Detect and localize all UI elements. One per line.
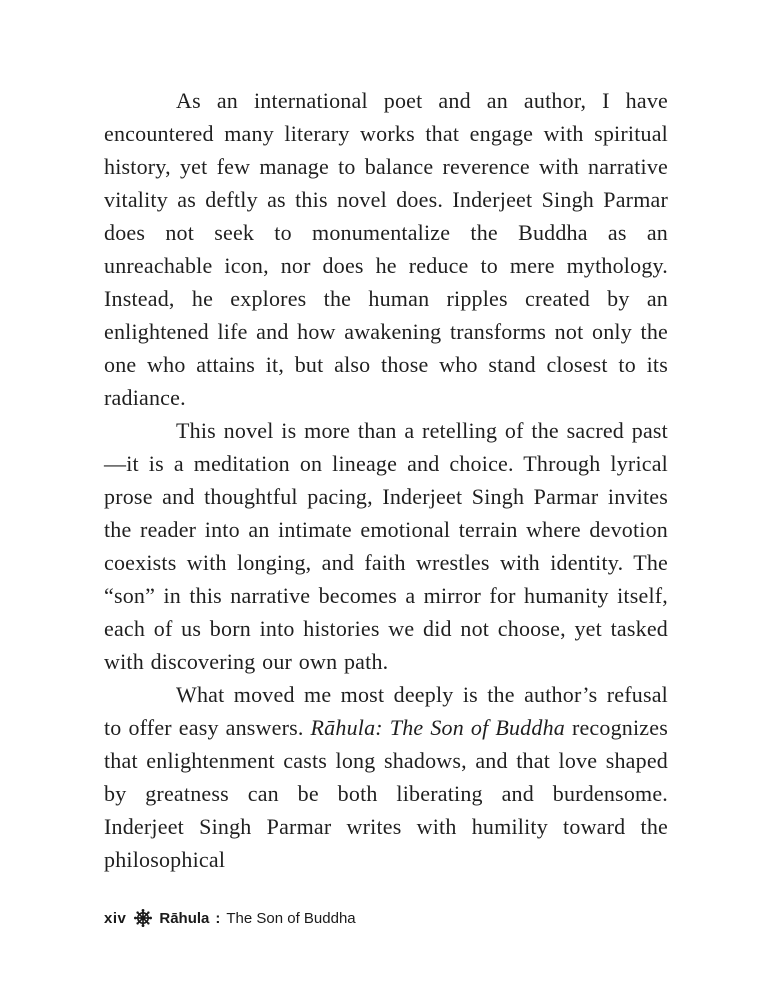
page-body bbox=[104, 84, 668, 876]
book-title-italic: Rāhula: The Son of Buddha bbox=[310, 715, 565, 740]
paragraph-text: recognizes that enlightenment casts long shadows, and that love shaped by greatness can be both liberating and burdensome. Inderjeet Singh Parmar writes with humility toward the philosophical bbox=[104, 715, 668, 872]
body-paragraph: As an international poet and an author, I have encountered many literary works that engage with spiritual history, yet few manage to balance reverence with narrative vitality as deftly as this novel does. Inderjeet Singh Parmar does not seek to monumentalize the Buddha as an unreachable icon, nor does he reduce to mere mythology. Instead, he explores the human ripples created by an enlightened life and how awakening transforms not only the one who attains it, but also those who stand closest to its radiance. bbox=[104, 88, 668, 410]
running-title: Rāhula bbox=[159, 909, 210, 927]
page-footer bbox=[104, 906, 356, 930]
body-paragraph bbox=[104, 678, 668, 876]
running-subtitle: The Son of Buddha bbox=[226, 909, 356, 927]
title-separator: : bbox=[215, 909, 221, 927]
paragraph-text: What moved me most deeply is the author’s refusal to offer easy answers. bbox=[104, 682, 668, 740]
page-number: xiv bbox=[104, 909, 127, 927]
body-paragraph: This novel is more than a retelling of the sacred past—it is a meditation on lineage and choice. Through lyrical prose and thoughtful pacing, Inderjeet Singh Parmar invites the reader into an intimate emotional terrain where devotion coexists with longing, and faith wrestles with identity. The “son” in this narrative becomes a mirror for humanity itself, each of us born into histories we did not choose, yet tasked with discovering our own path. bbox=[104, 418, 668, 674]
dharma-wheel-icon bbox=[134, 909, 152, 927]
